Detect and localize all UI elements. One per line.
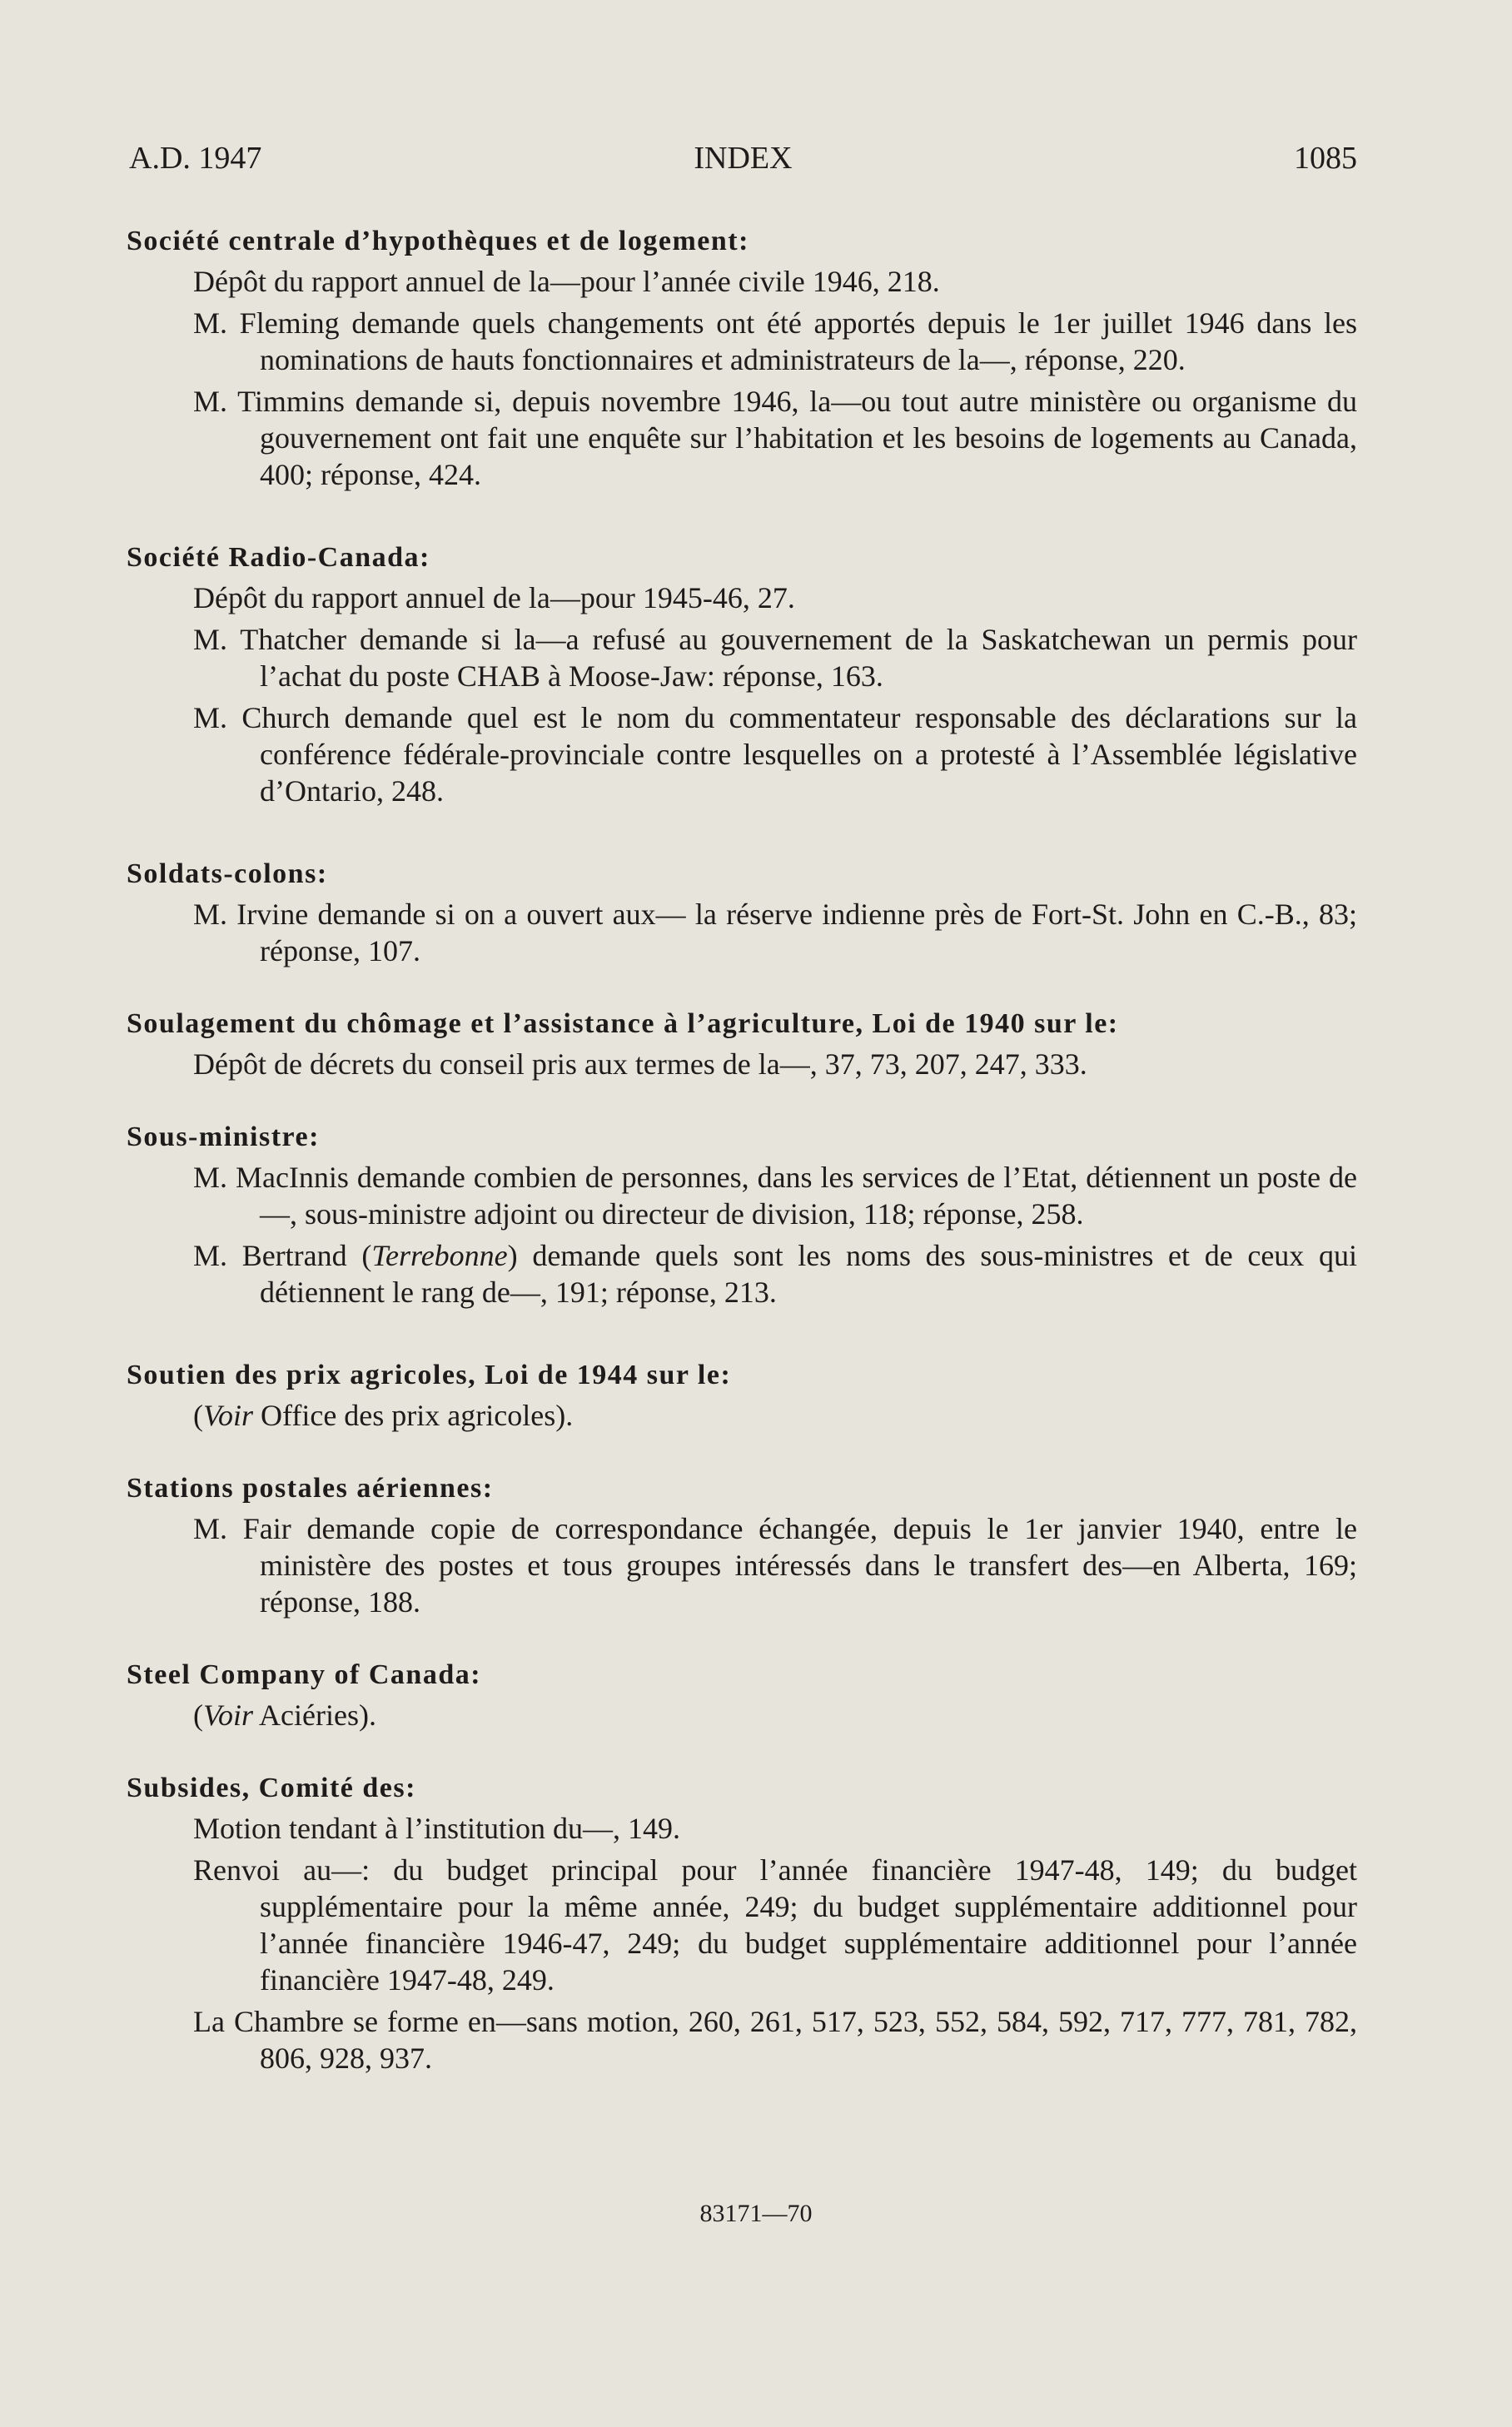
index-section: [127, 1006, 1357, 1082]
index-entry: M. Bertrand (Terrebonne) demande quels sont les noms des sous-ministres et de ceux qui détiennent le rang de—, 191; réponse, 213.: [193, 1239, 1357, 1309]
section-heading: Steel Company of Canada:: [127, 1659, 482, 1690]
index-entry: Dépôt du rapport annuel de la—pour l’année civile 1946, 218.: [193, 265, 940, 298]
index-section: [127, 1119, 1357, 1310]
index-entry: La Chambre se forme en—sans motion, 260, 261, 517, 523, 552, 584, 592, 717, 777, 781, 782, 806, 928, 937.: [193, 2005, 1357, 2075]
index-entry: (Voir Aciéries).: [193, 1698, 376, 1732]
index-entry: M. Fair demande copie de correspondance échangée, depuis le 1er janvier 1940, entre le ministère des postes et tous groupes intéressés dans le transfert des—en Alberta, 169; réponse, 188.: [193, 1512, 1357, 1619]
index-section: [127, 223, 1357, 493]
section-heading: Soldats-colons:: [127, 858, 328, 889]
page-number: 1085: [1294, 141, 1357, 176]
index-section: [127, 856, 1357, 969]
header-year: A.D. 1947: [129, 141, 262, 176]
section-heading: Société Radio-Canada:: [127, 542, 430, 573]
section-heading: Subsides, Comité des:: [127, 1773, 416, 1803]
section-heading: Société centrale d’hypothèques et de logement:: [127, 226, 749, 256]
index-section: [127, 1770, 1357, 2076]
index-entry: Renvoi au—: du budget principal pour l’année financière 1947-48, 149; du budget supplémentaire pour la même année, 249; du budget supplémentaire additionnel pour l’année financière 1946-47, 249; du budget supplémentaire additionnel pour l’année financière 1947-48, 249.: [193, 1853, 1357, 1997]
index-entry: M. Church demande quel est le nom du commentateur responsable des déclarations sur la conférence fédérale-provinciale contre lesquelles on a protesté à l’Assemblée législative d’Ontario, 248.: [193, 701, 1357, 808]
index-entry: (Voir Office des prix agricoles).: [193, 1399, 574, 1432]
section-heading: Sous-ministre:: [127, 1121, 320, 1152]
index-entry: M. Irvine demande si on a ouvert aux— la réserve indienne près de Fort-St. John en C.-B., 83; réponse, 107.: [193, 898, 1357, 967]
index-entry: M. Timmins demande si, depuis novembre 1946, la—ou tout autre ministère ou organisme du gouvernement ont fait une enquête sur l’habitation et les besoins de logements au Canada, 400; réponse, 424.: [193, 385, 1357, 491]
index-entry: Dépôt de décrets du conseil pris aux termes de la—, 37, 73, 207, 247, 333.: [193, 1047, 1087, 1081]
index-section: [127, 1357, 1357, 1434]
index-entry: Dépôt du rapport annuel de la—pour 1945-46, 27.: [193, 581, 795, 614]
index-entry: M. Thatcher demande si la—a refusé au gouvernement de la Saskatchewan un permis pour l’achat du poste CHAB à Moose-Jaw: réponse, 163.: [193, 623, 1357, 693]
index-section: [127, 1470, 1357, 1620]
section-heading: Soulagement du chômage et l’assistance à l’agriculture, Loi de 1940 sur le:: [127, 1008, 1119, 1039]
index-entry: M. MacInnis demande combien de personnes, dans les services de l’Etat, détiennent un poste de—, sous-ministre adjoint ou directeur de division, 118; réponse, 258.: [193, 1161, 1357, 1231]
index-entry: Motion tendant à l’institution du—, 149.: [193, 1812, 680, 1845]
index-section: [127, 1657, 1357, 1733]
section-heading: Soutien des prix agricoles, Loi de 1944 sur le:: [127, 1360, 732, 1390]
header-title: INDEX: [694, 141, 793, 176]
signature-mark: 83171—70: [699, 2200, 813, 2227]
running-header: [129, 140, 1357, 182]
index-entry: M. Fleming demande quels changements ont été apportés depuis le 1er juillet 1946 dans les nominations de hauts fonctionnaires et administrateurs de la—, réponse, 220.: [193, 306, 1357, 376]
section-heading: Stations postales aériennes:: [127, 1473, 494, 1504]
index-section: [127, 540, 1357, 809]
index-body: [127, 223, 1357, 2123]
